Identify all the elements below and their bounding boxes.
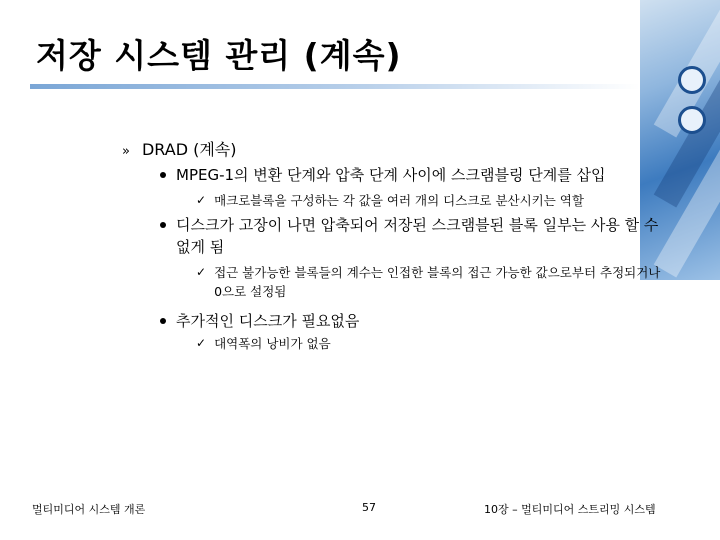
footer-chapter-title: 10장 – 멀티미디어 스트리밍 시스템 xyxy=(484,503,656,516)
footer-course-title: 멀티미디어 시스템 개론 xyxy=(32,503,146,516)
sub-bullet-item xyxy=(196,334,676,353)
bullet-text: 디스크가 고장이 나면 압축되어 저장된 스크램블된 블록 일부는 사용 할 수 없게 됨 xyxy=(176,216,659,256)
bullet-icon xyxy=(160,318,166,324)
footer-page-number: 57 xyxy=(362,501,376,514)
slide-title: 저장 시스템 관리 (계속) xyxy=(36,36,402,75)
bullet-item xyxy=(160,214,660,258)
check-icon: ✓ xyxy=(196,336,207,350)
check-icon: ✓ xyxy=(196,193,207,207)
level1-item xyxy=(122,137,237,160)
sub-bullet-text: 접근 불가능한 블록들의 계수는 인접한 블록의 접근 가능한 값으로부터 추정되거나 0으로 설정됨 xyxy=(214,265,661,299)
sub-bullet-item xyxy=(196,191,676,210)
chevron-icon: » xyxy=(122,144,130,159)
level1-text: DRAD (계속) xyxy=(141,140,237,159)
sub-bullet-item xyxy=(196,263,666,301)
bullet-text: MPEG-1의 변환 단계와 압축 단계 사이에 스크램블링 단계를 삽입 xyxy=(176,166,606,184)
bullet-item xyxy=(160,164,680,186)
sub-bullet-text: 대역폭의 낭비가 없음 xyxy=(214,336,331,351)
bullet-text: 추가적인 디스크가 필요없음 xyxy=(176,312,360,330)
bullet-icon xyxy=(160,172,166,178)
bullet-item xyxy=(160,310,680,332)
sub-bullet-text: 매크로블록을 구성하는 각 값을 여러 개의 디스크로 분산시키는 역할 xyxy=(214,193,584,208)
bullet-icon xyxy=(160,222,166,228)
check-icon: ✓ xyxy=(196,265,207,279)
